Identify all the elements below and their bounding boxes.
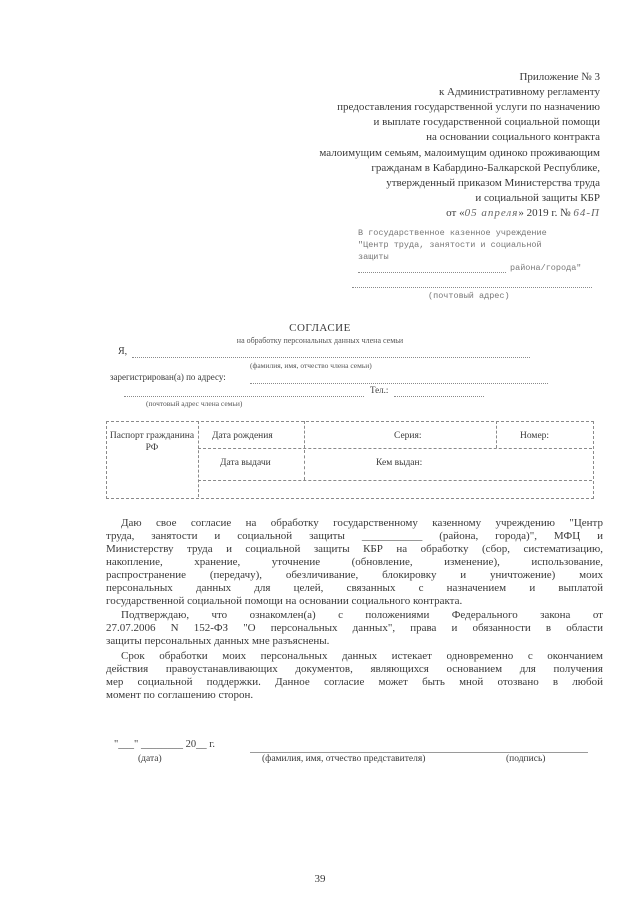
paragraph-line: Даю свое согласие на обработку государственному казенному учреждению "Центр [121, 517, 603, 529]
paragraph-line: накопление, хранение, уточнение (обновление, изменение), использование, [106, 556, 603, 568]
document-subtitle: на обработку персональных данных члена семьи [236, 336, 404, 345]
issue-date-label: Дата выдачи [220, 458, 271, 468]
name-caption: (фамилия, имя, отчество члена семьи) [250, 361, 372, 370]
paragraph-line: Подтверждаю, что ознакомлен(а) с положениями Федерального закона от [121, 609, 603, 621]
signature-sign-caption: (подпись) [506, 754, 546, 764]
paragraph-line: момент по соглашению сторон. [106, 689, 254, 701]
appendix-line: на основании социального контракта [426, 131, 600, 143]
addressee-line: "Центр труда, занятости и социальной [358, 240, 542, 250]
handwritten-date: 05 апреля [464, 207, 519, 219]
signature-underline [250, 752, 588, 753]
series-label: Серия: [394, 431, 422, 441]
paragraph-line: действия правоустанавливающих документов, являющихся основанием для получения [106, 663, 603, 675]
signature-date-caption: (дата) [138, 754, 162, 764]
birth-date-label: Дата рождения [212, 431, 273, 441]
table-divider [304, 450, 305, 480]
signature-date-line: "___" ________ 20__ г. [114, 739, 215, 750]
number-label: Номер: [520, 431, 550, 441]
paragraph-line: Срок обработки моих персональных данных истекает одновременно с окончанием [121, 650, 603, 662]
appendix-date-line [446, 206, 600, 221]
postal-caption: (почтовый адрес) [428, 291, 510, 301]
appendix-line: гражданам в Кабардино-Балкарской Республике, [371, 162, 600, 174]
paragraph-line: распространение (передачу), обезличивание, блокировку и уничтожение) моих [106, 569, 603, 581]
appendix-line: предоставления государственной услуги по назначению [337, 101, 600, 113]
postal-member-caption: (почтовый адрес члена семьи) [146, 399, 243, 408]
paragraph-line: персональных данных для целей, связанных с назначением и выплатой [106, 582, 603, 594]
appendix-line: и выплате государственной социальной помощи [373, 116, 600, 128]
table-divider [304, 421, 305, 448]
addressee-line: В государственное казенное учреждение [358, 228, 547, 238]
document-title: СОГЛАСИЕ [289, 322, 351, 334]
addressee-line: района/города" [510, 263, 582, 273]
paragraph-line: 27.07.2006 N 152-ФЗ "О персональных данных", права и обязанности в области [106, 622, 603, 634]
appendix-line: утвержденный приказом Министерства труда [386, 177, 600, 189]
paragraph-line: труда, занятости и социальной защиты ___________ (района, города)", МФЦ и [106, 530, 603, 542]
handwritten-number: 64-П [573, 207, 600, 219]
appendix-line: и социальной защиты КБР [475, 192, 600, 204]
issued-by-label: Кем выдан: [376, 458, 423, 468]
registered-label: зарегистрирован(а) по адресу: [110, 372, 226, 382]
paragraph-line: защиты персональных данных мне разъяснены. [106, 635, 330, 647]
district-underline [358, 272, 506, 273]
addressee-line: защиты [358, 252, 389, 262]
appendix-line: к Административному регламенту [438, 86, 600, 98]
passport-label: Паспорт гражданина РФ [109, 431, 195, 453]
i-label: Я, [118, 346, 128, 357]
postal-underline [352, 287, 592, 288]
date-prefix: от « [446, 207, 465, 219]
appendix-line: Приложение № 3 [519, 71, 600, 83]
tel-underline [394, 396, 484, 397]
paragraph-line: Министерству труда и социальной защиты КБР на обработку (сбор, систематизацию, [106, 543, 603, 555]
paragraph-line: мер социальной поддержки. Данное согласие может быть мной отозвано в любой [106, 676, 603, 688]
table-row-divider [198, 448, 592, 449]
table-divider [198, 421, 199, 497]
date-value: » 2019 г. № [518, 207, 571, 219]
page-number: 39 [314, 873, 326, 885]
paragraph-line: государственной социальной помощи на основании социального контракта. [106, 595, 463, 607]
table-divider [496, 421, 497, 448]
tel-label: Тел.: [370, 385, 389, 395]
appendix-line: малоимущим семьям, малоимущим одиноко проживающим [319, 147, 600, 159]
signature-name-caption: (фамилия, имя, отчество представителя) [262, 754, 426, 764]
address-underline-2 [124, 396, 364, 397]
name-underline [132, 357, 530, 358]
address-underline [250, 383, 548, 384]
table-row-divider [198, 480, 592, 481]
